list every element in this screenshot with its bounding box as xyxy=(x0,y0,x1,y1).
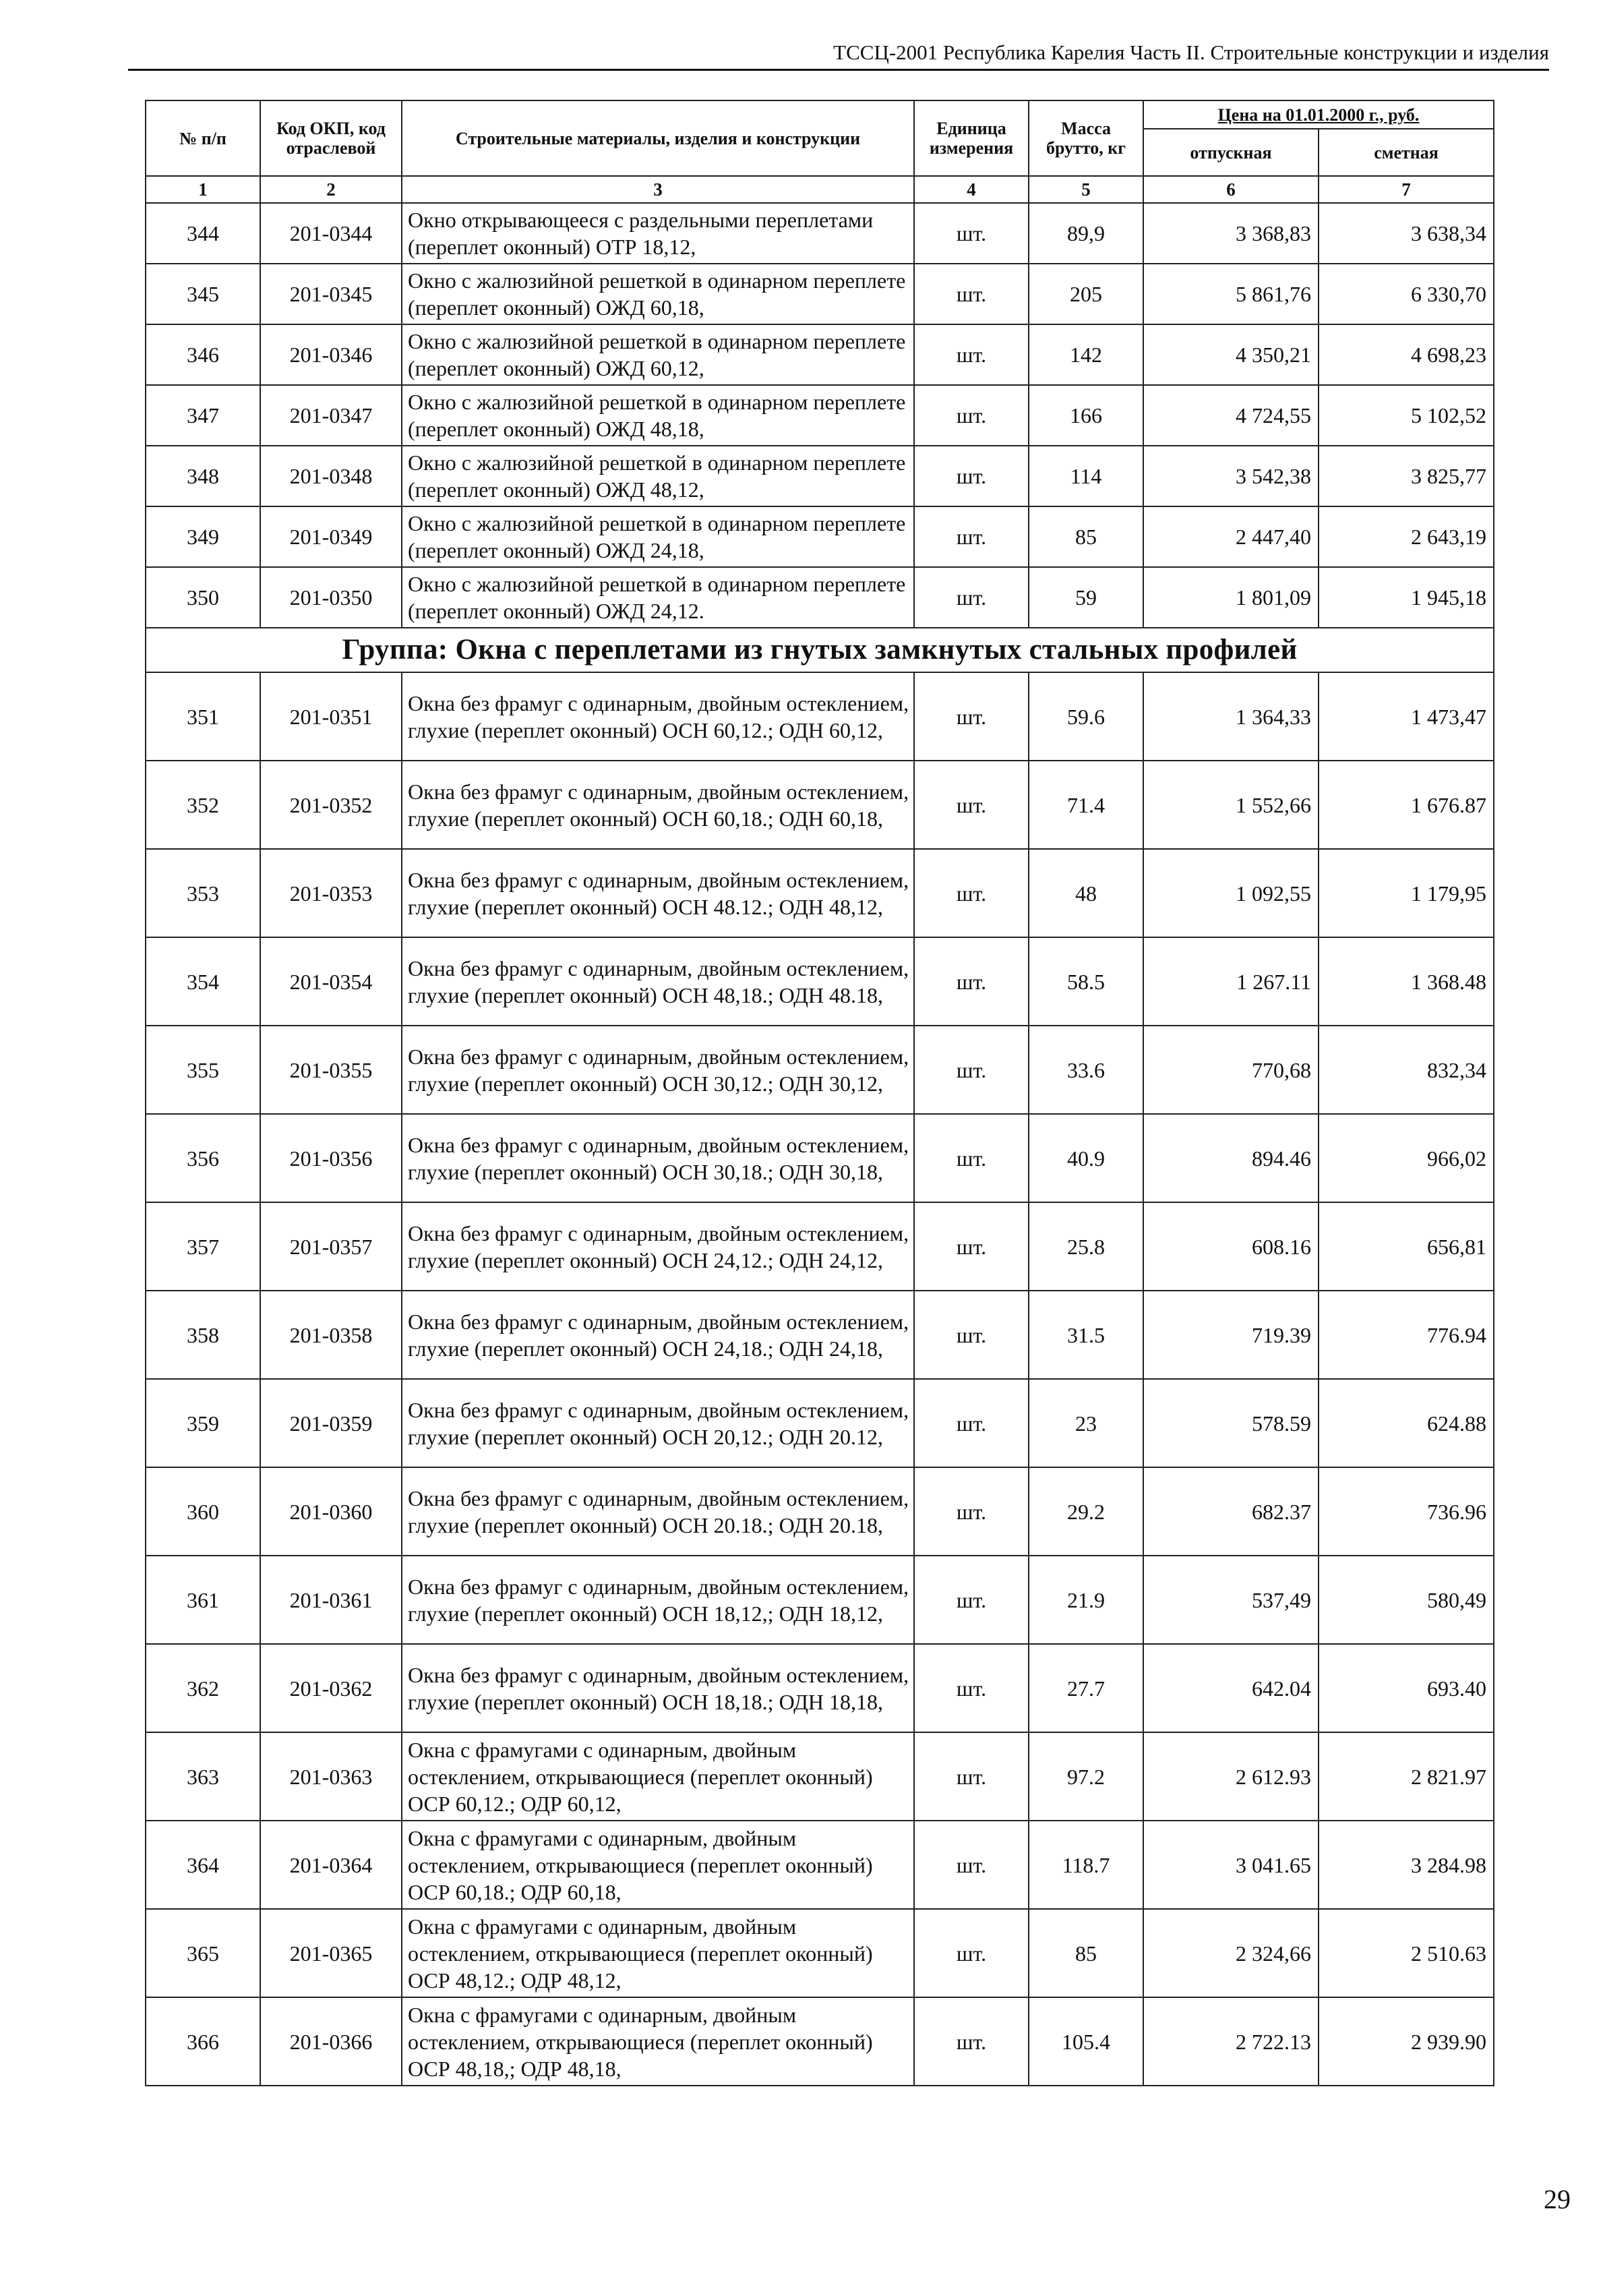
row-number: 353 xyxy=(146,849,260,937)
row-number: 354 xyxy=(146,937,260,1026)
header-rule xyxy=(128,69,1549,71)
release-price: 5 861,76 xyxy=(1143,264,1319,324)
unit-of-measure: шт. xyxy=(914,385,1029,446)
table-row xyxy=(146,1202,1494,1291)
item-description: Окно с жалюзийной решеткой в одинарном переплете (переплет оконный) ОЖД 24,12. xyxy=(402,567,914,628)
table-body-part-a xyxy=(146,203,1494,628)
release-price: 4 350,21 xyxy=(1143,324,1319,385)
header-price-release: отпускная xyxy=(1143,129,1319,176)
okp-code: 201-0347 xyxy=(260,385,402,446)
okp-code: 201-0348 xyxy=(260,446,402,506)
unit-of-measure: шт. xyxy=(914,264,1029,324)
table-row xyxy=(146,1909,1494,1997)
okp-code: 201-0357 xyxy=(260,1202,402,1291)
group-row xyxy=(146,628,1494,672)
unit-of-measure: шт. xyxy=(914,506,1029,567)
unit-of-measure: шт. xyxy=(914,446,1029,506)
row-number: 348 xyxy=(146,446,260,506)
table-row xyxy=(146,849,1494,937)
estimate-price: 1 676.87 xyxy=(1319,761,1494,849)
row-number: 363 xyxy=(146,1732,260,1821)
item-description: Окна без фрамуг с одинарным, двойным остеклением, глухие (переплет оконный) ОСН 48.12.; ОДН 48,12, xyxy=(402,849,914,937)
running-header: ТССЦ-2001 Республика Карелия Часть II. Строительные конструкции и изделия xyxy=(833,40,1549,64)
okp-code: 201-0345 xyxy=(260,264,402,324)
gross-mass: 114 xyxy=(1029,446,1143,506)
release-price: 3 368,83 xyxy=(1143,203,1319,264)
row-number: 349 xyxy=(146,506,260,567)
row-number: 362 xyxy=(146,1644,260,1732)
gross-mass: 89,9 xyxy=(1029,203,1143,264)
table-row xyxy=(146,506,1494,567)
release-price: 1 092,55 xyxy=(1143,849,1319,937)
unit-of-measure: шт. xyxy=(914,1114,1029,1202)
row-number: 364 xyxy=(146,1821,260,1909)
estimate-price: 776.94 xyxy=(1319,1291,1494,1379)
row-number: 346 xyxy=(146,324,260,385)
item-description: Окна с фрамугами с одинарным, двойным остеклением, открывающиеся (переплет оконный) ОСР 60,18.; ОДР 60,18, xyxy=(402,1821,914,1909)
table-row xyxy=(146,672,1494,761)
unit-of-measure: шт. xyxy=(914,1644,1029,1732)
estimate-price: 1 179,95 xyxy=(1319,849,1494,937)
release-price: 642.04 xyxy=(1143,1644,1319,1732)
header-price-estimate: сметная xyxy=(1319,129,1494,176)
table-row xyxy=(146,1026,1494,1114)
row-number: 352 xyxy=(146,761,260,849)
unit-of-measure: шт. xyxy=(914,1821,1029,1909)
estimate-price: 693.40 xyxy=(1319,1644,1494,1732)
gross-mass: 85 xyxy=(1029,1909,1143,1997)
column-number: 5 xyxy=(1029,176,1143,203)
row-number: 360 xyxy=(146,1467,260,1556)
unit-of-measure: шт. xyxy=(914,937,1029,1026)
table-row xyxy=(146,385,1494,446)
gross-mass: 33.6 xyxy=(1029,1026,1143,1114)
estimate-price: 736.96 xyxy=(1319,1467,1494,1556)
estimate-price: 4 698,23 xyxy=(1319,324,1494,385)
row-number: 351 xyxy=(146,672,260,761)
row-number: 365 xyxy=(146,1909,260,1997)
item-description: Окно открывающееся с раздельными переплетами (переплет оконный) ОТР 18,12, xyxy=(402,203,914,264)
column-number: 7 xyxy=(1319,176,1494,203)
unit-of-measure: шт. xyxy=(914,1997,1029,2086)
estimate-price: 5 102,52 xyxy=(1319,385,1494,446)
item-description: Окно с жалюзийной решеткой в одинарном переплете (переплет оконный) ОЖД 60,12, xyxy=(402,324,914,385)
group-section xyxy=(146,628,1494,672)
release-price: 2 722.13 xyxy=(1143,1997,1319,2086)
estimate-price: 1 368.48 xyxy=(1319,937,1494,1026)
estimate-price: 2 510.63 xyxy=(1319,1909,1494,1997)
estimate-price: 3 825,77 xyxy=(1319,446,1494,506)
release-price: 1 801,09 xyxy=(1143,567,1319,628)
item-description: Окно с жалюзийной решеткой в одинарном переплете (переплет оконный) ОЖД 60,18, xyxy=(402,264,914,324)
okp-code: 201-0358 xyxy=(260,1291,402,1379)
release-price: 2 612.93 xyxy=(1143,1732,1319,1821)
estimate-price: 624.88 xyxy=(1319,1379,1494,1467)
row-number: 356 xyxy=(146,1114,260,1202)
okp-code: 201-0359 xyxy=(260,1379,402,1467)
gross-mass: 48 xyxy=(1029,849,1143,937)
estimate-price: 3 284.98 xyxy=(1319,1821,1494,1909)
unit-of-measure: шт. xyxy=(914,1732,1029,1821)
estimate-price: 1 945,18 xyxy=(1319,567,1494,628)
column-number: 4 xyxy=(914,176,1029,203)
estimate-price: 2 821.97 xyxy=(1319,1732,1494,1821)
item-description: Окна без фрамуг с одинарным, двойным остеклением, глухие (переплет оконный) ОСН 30,12.; ОДН 30,12, xyxy=(402,1026,914,1114)
item-description: Окна без фрамуг с одинарным, двойным остеклением, глухие (переплет оконный) ОСН 24,18.; ОДН 24,18, xyxy=(402,1291,914,1379)
gross-mass: 97.2 xyxy=(1029,1732,1143,1821)
row-number: 361 xyxy=(146,1556,260,1644)
item-description: Окна без фрамуг с одинарным, двойным остеклением, глухие (переплет оконный) ОСН 18,12,; ОДН 18,12, xyxy=(402,1556,914,1644)
table-row xyxy=(146,1379,1494,1467)
unit-of-measure: шт. xyxy=(914,1556,1029,1644)
column-number: 6 xyxy=(1143,176,1319,203)
item-description: Окна без фрамуг с одинарным, двойным остеклением, глухие (переплет оконный) ОСН 60,18.; ОДН 60,18, xyxy=(402,761,914,849)
estimate-price: 966,02 xyxy=(1319,1114,1494,1202)
unit-of-measure: шт. xyxy=(914,203,1029,264)
gross-mass: 27.7 xyxy=(1029,1644,1143,1732)
column-number: 1 xyxy=(146,176,260,203)
row-number: 358 xyxy=(146,1291,260,1379)
release-price: 4 724,55 xyxy=(1143,385,1319,446)
table-row xyxy=(146,264,1494,324)
release-price: 2 324,66 xyxy=(1143,1909,1319,1997)
unit-of-measure: шт. xyxy=(914,672,1029,761)
okp-code: 201-0361 xyxy=(260,1556,402,1644)
item-description: Окна с фрамугами с одинарным, двойным остеклением, открывающиеся (переплет оконный) ОСР 48,12.; ОДР 48,12, xyxy=(402,1909,914,1997)
table-row xyxy=(146,324,1494,385)
item-description: Окна без фрамуг с одинарным, двойным остеклением, глухие (переплет оконный) ОСН 18,18.; ОДН 18,18, xyxy=(402,1644,914,1732)
unit-of-measure: шт. xyxy=(914,849,1029,937)
item-description: Окна без фрамуг с одинарным, двойным остеклением, глухие (переплет оконный) ОСН 24,12.; ОДН 24,12, xyxy=(402,1202,914,1291)
row-number: 345 xyxy=(146,264,260,324)
unit-of-measure: шт. xyxy=(914,1291,1029,1379)
okp-code: 201-0360 xyxy=(260,1467,402,1556)
item-description: Окна без фрамуг с одинарным, двойным остеклением, глухие (переплет оконный) ОСН 20,12.; ОДН 20.12, xyxy=(402,1379,914,1467)
item-description: Окна без фрамуг с одинарным, двойным остеклением, глухие (переплет оконный) ОСН 60,12.; ОДН 60,12, xyxy=(402,672,914,761)
gross-mass: 31.5 xyxy=(1029,1291,1143,1379)
table-row xyxy=(146,1644,1494,1732)
table-header xyxy=(146,100,1494,203)
release-price: 2 447,40 xyxy=(1143,506,1319,567)
item-description: Окна с фрамугами с одинарным, двойным остеклением, открывающиеся (переплет оконный) ОСР 48,18,; ОДР 48,18, xyxy=(402,1997,914,2086)
okp-code: 201-0346 xyxy=(260,324,402,385)
item-description: Окна без фрамуг с одинарным, двойным остеклением, глухие (переплет оконный) ОСН 30,18.; ОДН 30,18, xyxy=(402,1114,914,1202)
gross-mass: 23 xyxy=(1029,1379,1143,1467)
table-row xyxy=(146,1997,1494,2086)
row-number: 344 xyxy=(146,203,260,264)
okp-code: 201-0364 xyxy=(260,1821,402,1909)
gross-mass: 29.2 xyxy=(1029,1467,1143,1556)
gross-mass: 166 xyxy=(1029,385,1143,446)
item-description: Окно с жалюзийной решеткой в одинарном переплете (переплет оконный) ОЖД 48,18, xyxy=(402,385,914,446)
unit-of-measure: шт. xyxy=(914,761,1029,849)
table-row xyxy=(146,1732,1494,1821)
item-description: Окна с фрамугами с одинарным, двойным остеклением, открывающиеся (переплет оконный) ОСР 60,12.; ОДР 60,12, xyxy=(402,1732,914,1821)
gross-mass: 59 xyxy=(1029,567,1143,628)
header-mass: Масса брутто, кг xyxy=(1029,100,1143,176)
unit-of-measure: шт. xyxy=(914,1379,1029,1467)
okp-code: 201-0356 xyxy=(260,1114,402,1202)
table-row xyxy=(146,1467,1494,1556)
column-number: 3 xyxy=(402,176,914,203)
gross-mass: 118.7 xyxy=(1029,1821,1143,1909)
table-row xyxy=(146,1821,1494,1909)
row-number: 357 xyxy=(146,1202,260,1291)
okp-code: 201-0362 xyxy=(260,1644,402,1732)
item-description: Окно с жалюзийной решеткой в одинарном переплете (переплет оконный) ОЖД 48,12, xyxy=(402,446,914,506)
header-price-group: Цена на 01.01.2000 г., руб. xyxy=(1143,100,1494,129)
estimate-price: 3 638,34 xyxy=(1319,203,1494,264)
release-price: 3 542,38 xyxy=(1143,446,1319,506)
column-number: 2 xyxy=(260,176,402,203)
okp-code: 201-0363 xyxy=(260,1732,402,1821)
gross-mass: 21.9 xyxy=(1029,1556,1143,1644)
table-row xyxy=(146,937,1494,1026)
gross-mass: 85 xyxy=(1029,506,1143,567)
estimate-price: 1 473,47 xyxy=(1319,672,1494,761)
release-price: 1 267.11 xyxy=(1143,937,1319,1026)
table-row xyxy=(146,1291,1494,1379)
release-price: 537,49 xyxy=(1143,1556,1319,1644)
gross-mass: 58.5 xyxy=(1029,937,1143,1026)
release-price: 770,68 xyxy=(1143,1026,1319,1114)
gross-mass: 25.8 xyxy=(1029,1202,1143,1291)
unit-of-measure: шт. xyxy=(914,1467,1029,1556)
row-number: 366 xyxy=(146,1997,260,2086)
estimate-price: 6 330,70 xyxy=(1319,264,1494,324)
row-number: 347 xyxy=(146,385,260,446)
estimate-price: 580,49 xyxy=(1319,1556,1494,1644)
estimate-price: 832,34 xyxy=(1319,1026,1494,1114)
okp-code: 201-0354 xyxy=(260,937,402,1026)
release-price: 682.37 xyxy=(1143,1467,1319,1556)
estimate-price: 2 643,19 xyxy=(1319,506,1494,567)
page-number: 29 xyxy=(1544,2184,1571,2214)
okp-code: 201-0349 xyxy=(260,506,402,567)
row-number: 350 xyxy=(146,567,260,628)
table-row xyxy=(146,1556,1494,1644)
gross-mass: 142 xyxy=(1029,324,1143,385)
header-num: № п/п xyxy=(146,100,260,176)
release-price: 608.16 xyxy=(1143,1202,1319,1291)
unit-of-measure: шт. xyxy=(914,1026,1029,1114)
gross-mass: 105.4 xyxy=(1029,1997,1143,2086)
item-description: Окно с жалюзийной решеткой в одинарном переплете (переплет оконный) ОЖД 24,18, xyxy=(402,506,914,567)
header-code: Код ОКП, код отраслевой xyxy=(260,100,402,176)
header-unit: Единица измерения xyxy=(914,100,1029,176)
gross-mass: 71.4 xyxy=(1029,761,1143,849)
okp-code: 201-0365 xyxy=(260,1909,402,1997)
release-price: 3 041.65 xyxy=(1143,1821,1319,1909)
unit-of-measure: шт. xyxy=(914,567,1029,628)
okp-code: 201-0351 xyxy=(260,672,402,761)
release-price: 894.46 xyxy=(1143,1114,1319,1202)
gross-mass: 59.6 xyxy=(1029,672,1143,761)
group-title: Группа: Окна с переплетами из гнутых замкнутых стальных профилей xyxy=(146,628,1494,672)
item-description: Окна без фрамуг с одинарным, двойным остеклением, глухие (переплет оконный) ОСН 48,18.; ОДН 48.18, xyxy=(402,937,914,1026)
table-row xyxy=(146,203,1494,264)
item-description: Окна без фрамуг с одинарным, двойным остеклением, глухие (переплет оконный) ОСН 20.18.; ОДН 20.18, xyxy=(402,1467,914,1556)
gross-mass: 205 xyxy=(1029,264,1143,324)
price-table xyxy=(145,100,1494,2086)
table-body-part-b xyxy=(146,672,1494,2086)
estimate-price: 2 939.90 xyxy=(1319,1997,1494,2086)
row-number: 355 xyxy=(146,1026,260,1114)
okp-code: 201-0352 xyxy=(260,761,402,849)
release-price: 1 364,33 xyxy=(1143,672,1319,761)
gross-mass: 40.9 xyxy=(1029,1114,1143,1202)
okp-code: 201-0366 xyxy=(260,1997,402,2086)
okp-code: 201-0353 xyxy=(260,849,402,937)
release-price: 719.39 xyxy=(1143,1291,1319,1379)
unit-of-measure: шт. xyxy=(914,324,1029,385)
table-row xyxy=(146,567,1494,628)
estimate-price: 656,81 xyxy=(1319,1202,1494,1291)
header-name: Строительные материалы, изделия и конструкции xyxy=(402,100,914,176)
release-price: 1 552,66 xyxy=(1143,761,1319,849)
table-row xyxy=(146,1114,1494,1202)
table-row xyxy=(146,446,1494,506)
okp-code: 201-0344 xyxy=(260,203,402,264)
row-number: 359 xyxy=(146,1379,260,1467)
okp-code: 201-0350 xyxy=(260,567,402,628)
table-row xyxy=(146,761,1494,849)
unit-of-measure: шт. xyxy=(914,1202,1029,1291)
unit-of-measure: шт. xyxy=(914,1909,1029,1997)
release-price: 578.59 xyxy=(1143,1379,1319,1467)
okp-code: 201-0355 xyxy=(260,1026,402,1114)
